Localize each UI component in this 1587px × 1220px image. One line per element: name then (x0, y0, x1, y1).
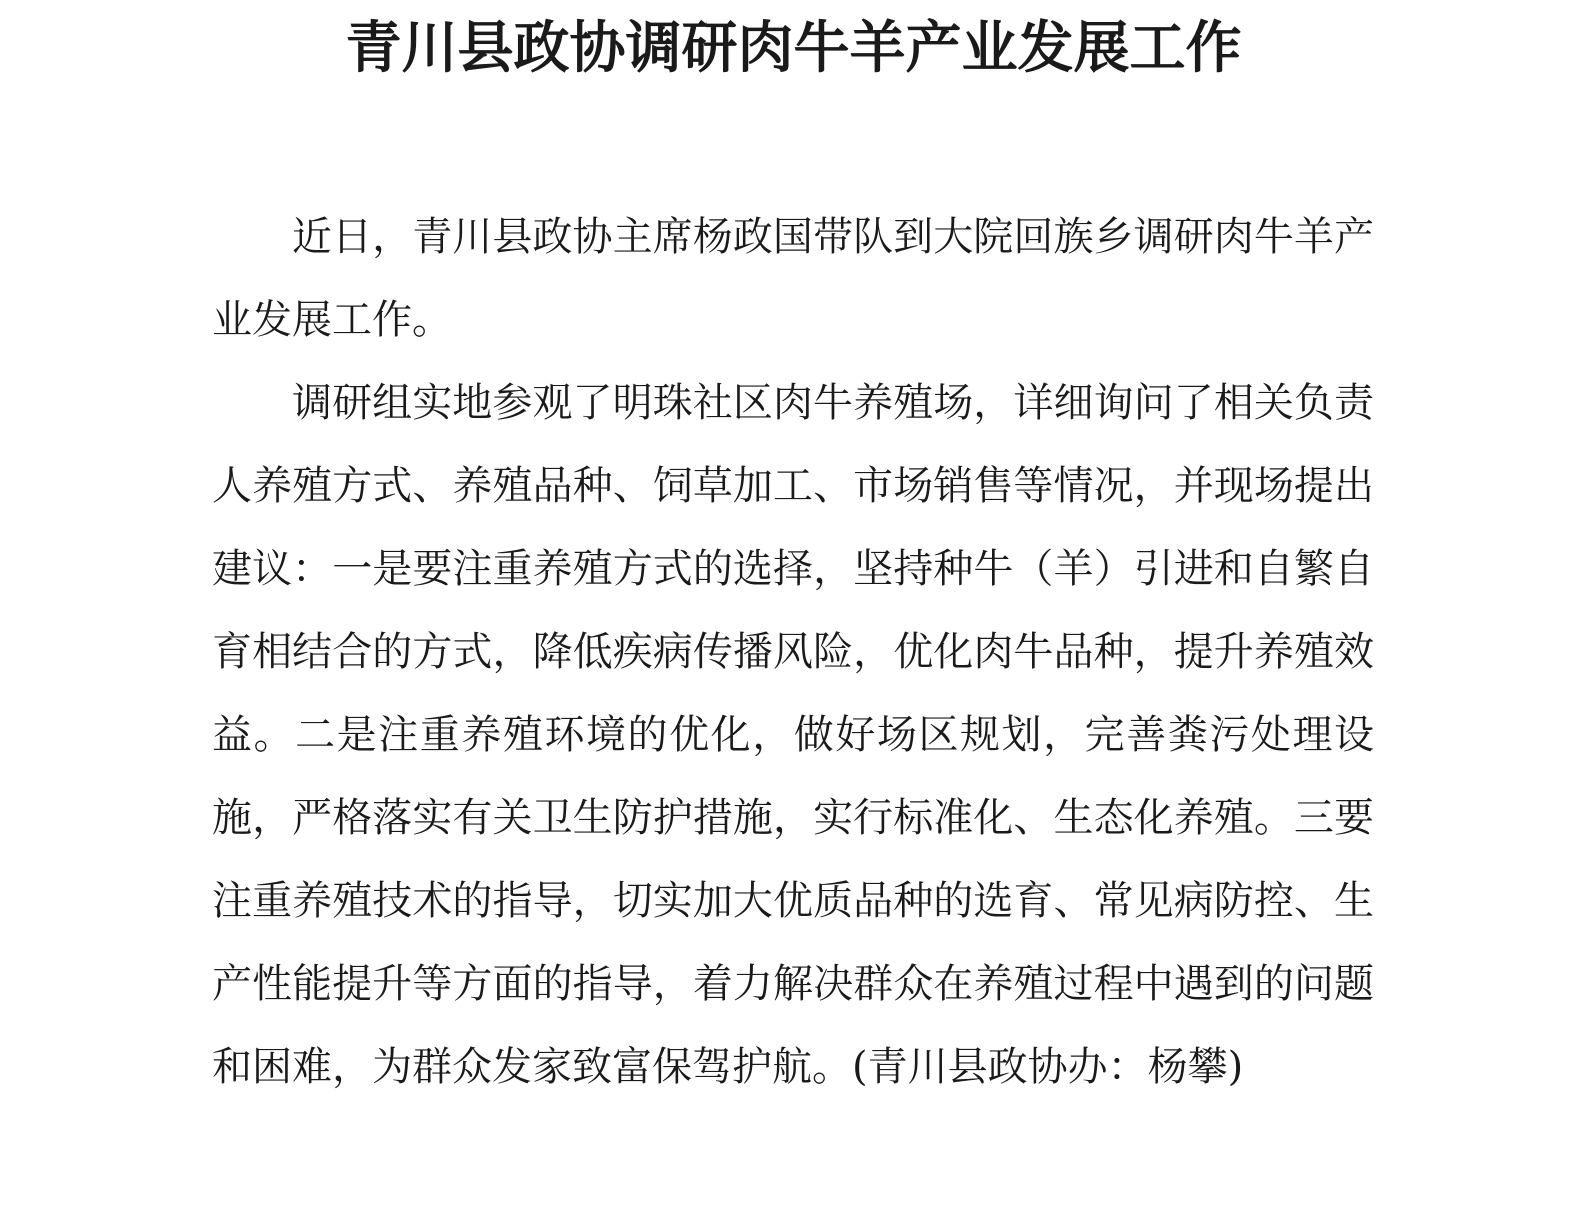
paragraph-details: 调研组实地参观了明珠社区肉牛养殖场，详细询问了相关负责人养殖方式、养殖品种、饲草加工、市场销售等情况，并现场提出建议：一是要注重养殖方式的选择，坚持种牛（羊）引进和自繁自育相结合的方式，降低疾病传播风险，优化肉牛品种，提升养殖效益。二是注重养殖环境的优化，做好场区规划，完善粪污处理设施，严格落实有关卫生防护措施，实行标准化、生态化养殖。三要注重养殖技术的指导，切实加大优质品种的选育、常见病防控、生产性能提升等方面的指导，着力解决群众在养殖过程中遇到的问题和困难，为群众发家致富保驾护航。(青川县政协办：杨攀) (212, 380, 1374, 1090)
document-body (212, 196, 1374, 1109)
paragraph-intro: 近日，青川县政协主席杨政国带队到大院回族乡调研肉牛羊产业发展工作。 (212, 214, 1374, 343)
document-title: 青川县政协调研肉牛羊产业发展工作 (345, 15, 1242, 81)
